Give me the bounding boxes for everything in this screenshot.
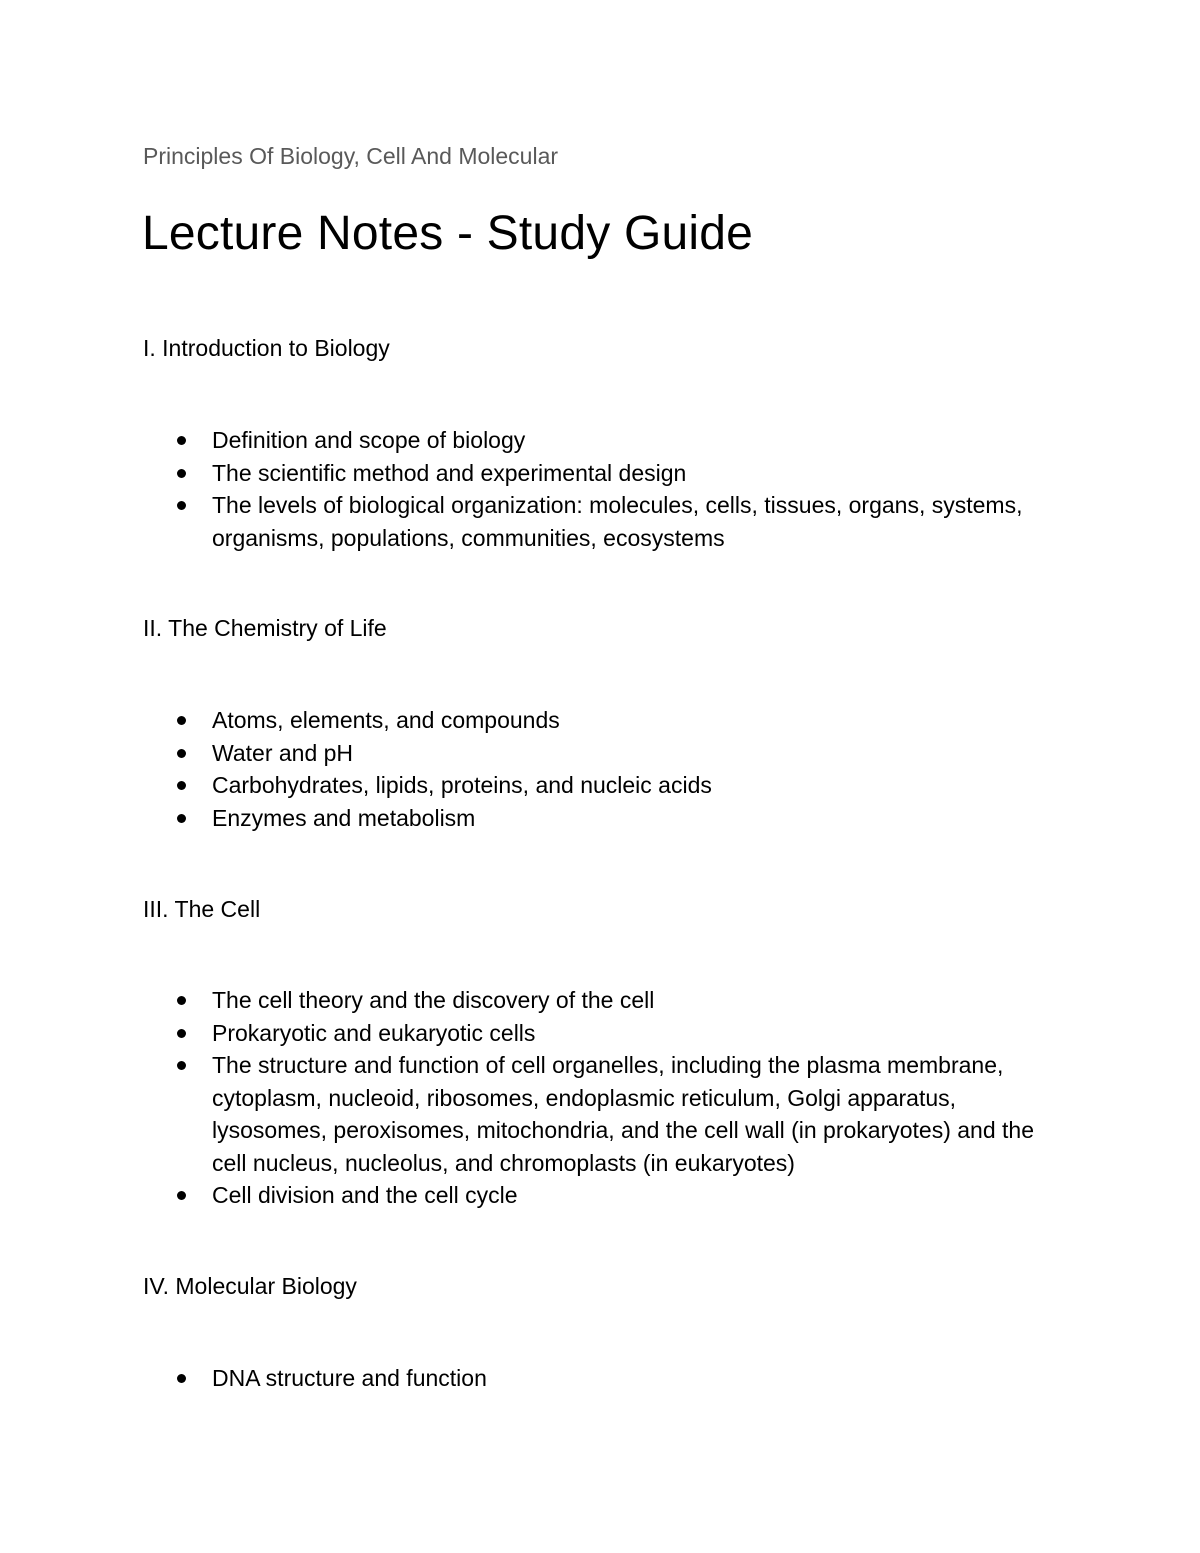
list-item-text: The cell theory and the discovery of the cell bbox=[212, 987, 655, 1013]
bullet-icon bbox=[177, 469, 186, 478]
section-list-cell bbox=[0, 984, 1200, 1212]
bullet-icon bbox=[177, 1029, 186, 1038]
bullet-icon bbox=[177, 1061, 186, 1070]
list-item-text: The levels of biological organization: molecules, cells, tissues, organs, systems, organisms, populations, communities, ecosystems bbox=[212, 492, 1023, 551]
list-item bbox=[0, 1362, 1200, 1395]
section-heading-introduction: I. Introduction to Biology bbox=[143, 335, 390, 361]
list-item-text: Prokaryotic and eukaryotic cells bbox=[212, 1019, 536, 1046]
bullet-icon bbox=[177, 436, 186, 445]
section-heading-molecular: IV. Molecular Biology bbox=[143, 1273, 357, 1299]
bullet-icon bbox=[177, 749, 186, 758]
bullet-icon bbox=[177, 716, 186, 725]
bullet-icon bbox=[177, 1191, 186, 1200]
list-item-text: DNA structure and function bbox=[212, 1365, 487, 1391]
bullet-icon bbox=[177, 1374, 186, 1383]
list-item bbox=[0, 984, 1200, 1017]
list-item-text: Enzymes and metabolism bbox=[212, 804, 476, 831]
list-item bbox=[0, 802, 1200, 835]
list-item bbox=[0, 704, 1200, 737]
list-item-text: Atoms, elements, and compounds bbox=[212, 707, 560, 733]
list-item-text: The structure and function of cell organelles, including the plasma membrane, cytoplasm, nucleoid, ribosomes, endoplasmic reticulum, Golgi apparatus, lysosomes, peroxisomes, mitochondria, and the cell wall (in prokaryotes) and the cell nucleus, nucleolus, and chromoplasts (in eukaryotes) bbox=[212, 1052, 1034, 1176]
list-item bbox=[0, 489, 1200, 554]
list-item-text: Cell division and the cell cycle bbox=[212, 1182, 518, 1208]
document-subtitle: Principles Of Biology, Cell And Molecular bbox=[143, 143, 559, 169]
list-item bbox=[0, 1179, 1200, 1212]
list-item-text: Definition and scope of biology bbox=[212, 427, 526, 453]
section-list-chemistry bbox=[0, 704, 1200, 834]
list-item-text: Water and pH bbox=[212, 739, 354, 766]
section-heading-cell: III. The Cell bbox=[143, 896, 261, 922]
list-item bbox=[0, 769, 1200, 802]
bullet-icon bbox=[177, 996, 186, 1005]
list-item bbox=[0, 737, 1200, 770]
list-item bbox=[0, 1017, 1200, 1050]
section-list-molecular bbox=[0, 1362, 1200, 1395]
list-item-text: The scientific method and experimental design bbox=[212, 459, 687, 486]
document-title: Lecture Notes - Study Guide bbox=[142, 207, 754, 260]
list-item bbox=[0, 424, 1200, 457]
bullet-icon bbox=[177, 814, 186, 823]
section-list-introduction bbox=[0, 424, 1200, 554]
list-item bbox=[0, 457, 1200, 490]
bullet-icon bbox=[177, 501, 186, 510]
list-item-text: Carbohydrates, lipids, proteins, and nucleic acids bbox=[212, 772, 712, 798]
list-item bbox=[0, 1049, 1200, 1179]
bullet-icon bbox=[177, 781, 186, 790]
section-heading-chemistry: II. The Chemistry of Life bbox=[143, 615, 387, 641]
